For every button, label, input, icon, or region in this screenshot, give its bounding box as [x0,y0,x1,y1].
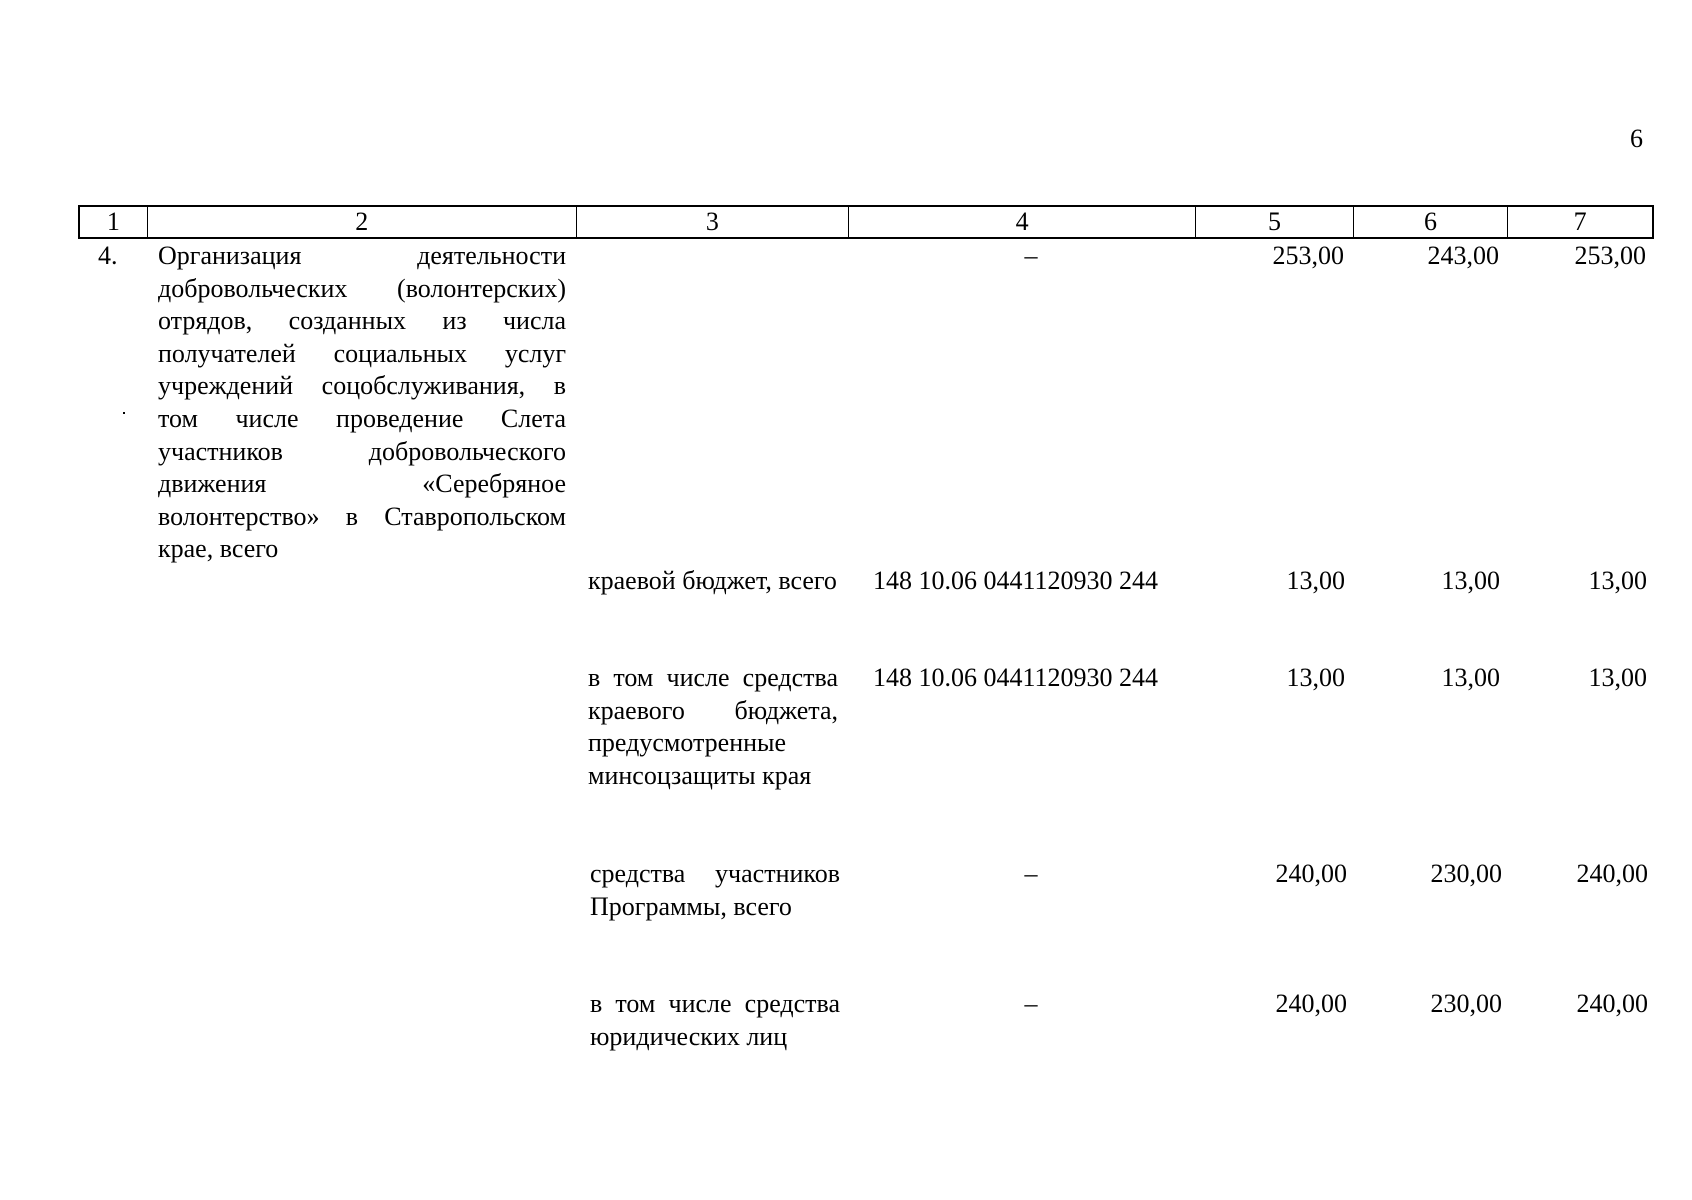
item-value-col6: 243,00 [1427,241,1499,270]
table-header-row [78,205,1654,239]
participants-value-col5: 240,00 [1275,859,1347,888]
regional-value-col7: 13,00 [1588,566,1647,595]
budget-code-legal-entities: – [1024,989,1038,1018]
item-value-col7: 253,00 [1574,241,1646,270]
column-header-2: 2 [148,207,577,237]
ministry-value-col7: 13,00 [1588,663,1647,692]
regional-value-col6: 13,00 [1441,566,1500,595]
item-value-col5: 253,00 [1272,241,1344,270]
budget-code-ministry: 148 10.06 0441120930 244 [873,663,1159,692]
legal-entities-value-col7: 240,00 [1576,989,1648,1018]
funding-source-legal-entities: в том числе средства юридических лиц [590,989,840,1051]
budget-code-regional: 148 10.06 0441120930 244 [873,566,1159,595]
budget-code-participants: – [1024,859,1038,888]
column-header-4: 4 [849,207,1196,237]
legal-entities-value-col6: 230,00 [1430,989,1502,1018]
item-description: Организация деятельности добровольческих (волонтерских) отрядов, созданных из числа получателей социальных услуг учреждений соцобслуживания, в том числе проведение Слета участников добровольческого движения «Серебряное волонтерство» в Ставропольском крае, всего [158,241,566,564]
column-header-5: 5 [1196,207,1354,237]
ministry-value-col6: 13,00 [1441,663,1500,692]
column-header-6: 6 [1354,207,1509,237]
item-number: 4. [98,241,118,270]
column-header-3: 3 [577,207,849,237]
column-header-1: 1 [80,207,148,237]
page-number: 6 [1630,124,1643,153]
column-header-7: 7 [1573,207,1587,236]
funding-source-ministry: в том числе средства краевого бюджета, предусмотренные минсоцзащиты края [588,663,838,790]
item-budget-code: – [1024,241,1038,270]
scan-speck [123,412,125,414]
regional-value-col5: 13,00 [1286,566,1345,595]
ministry-value-col5: 13,00 [1286,663,1345,692]
legal-entities-value-col5: 240,00 [1275,989,1347,1018]
participants-value-col7: 240,00 [1576,859,1648,888]
funding-source-participants: средства участников Программы, всего [590,859,840,921]
funding-source-regional-budget: краевой бюджет, всего [588,566,837,595]
participants-value-col6: 230,00 [1430,859,1502,888]
